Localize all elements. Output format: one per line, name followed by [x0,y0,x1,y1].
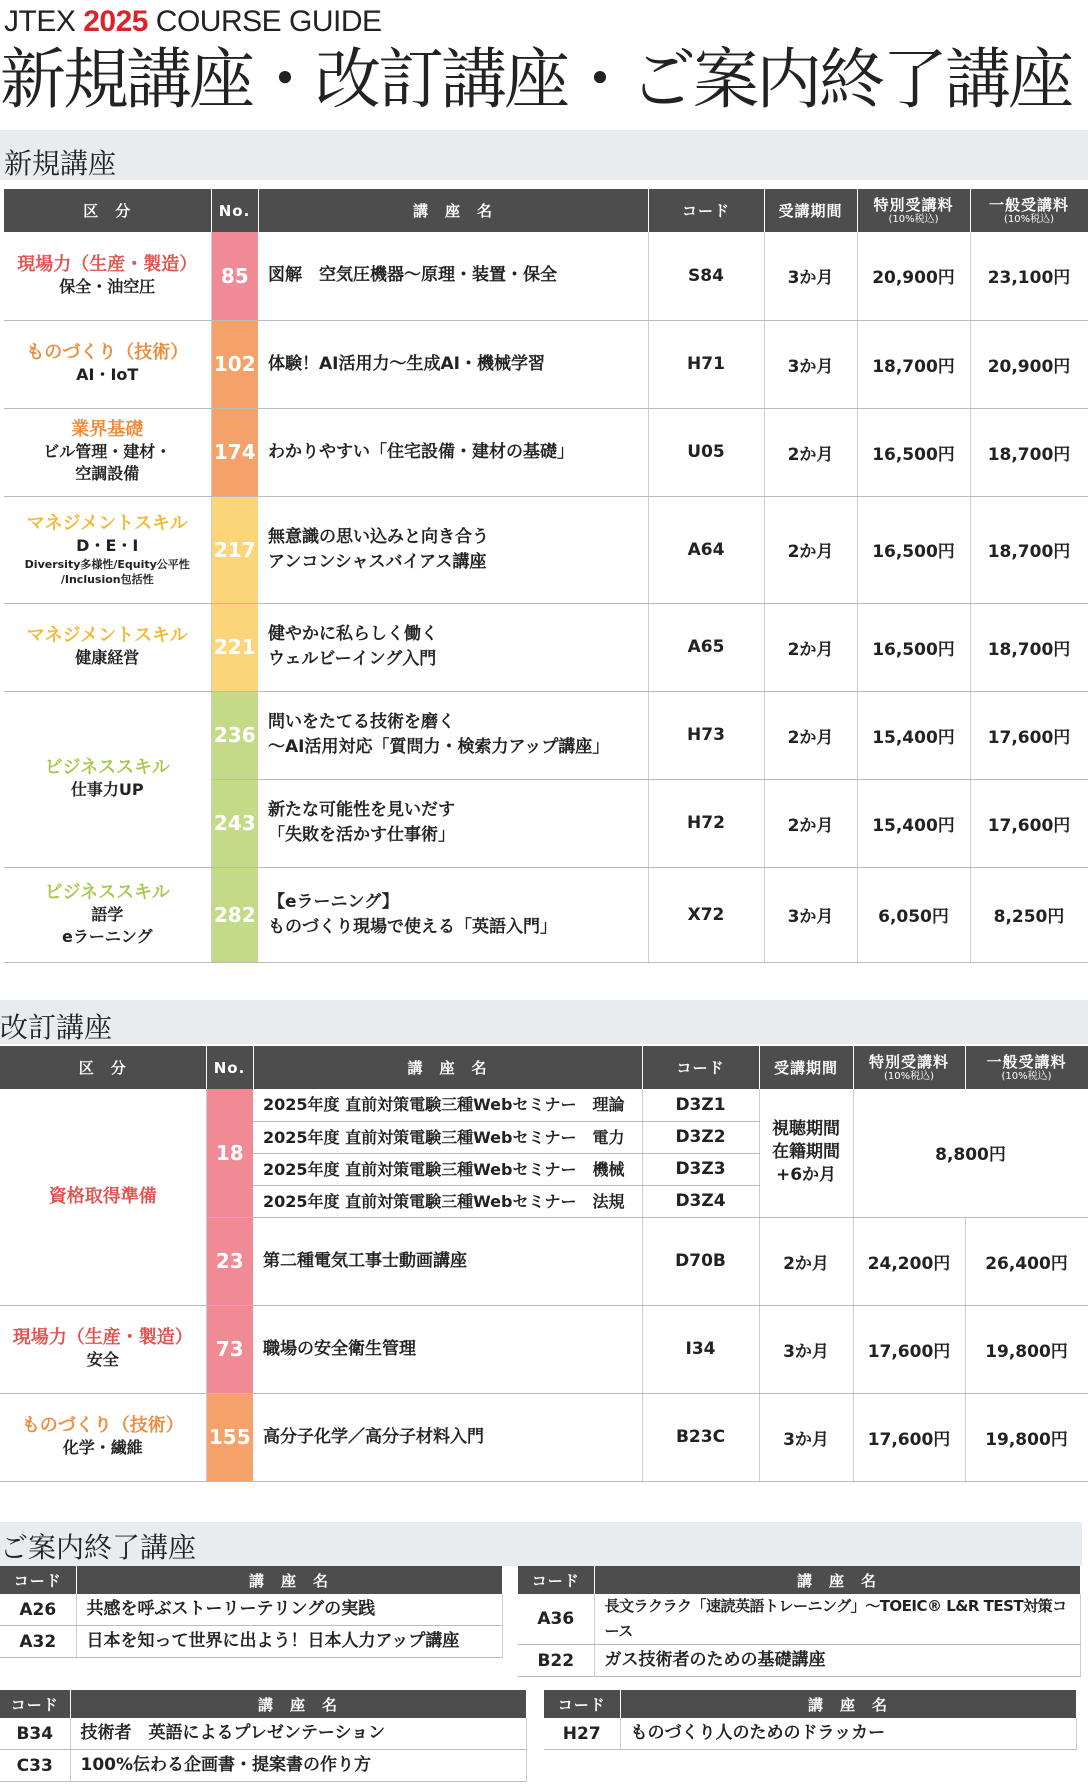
col-code: コード [544,1690,620,1718]
table-row [4,691,1088,779]
table-row [4,867,1088,962]
general-fee: 8,250円 [970,867,1088,962]
course-period: 2か月 [764,779,857,867]
fee-cell: 8,800円 [853,1089,1088,1217]
general-fee: 18,700円 [970,496,1088,603]
course-no: 243 [211,779,258,867]
course-period: 2か月 [759,1217,853,1305]
table-header-row [518,1566,1080,1594]
course-name: 体験！AI活用力～生成AI・機械学習 [258,320,648,408]
table-row [4,320,1088,408]
course-no: 18 [206,1089,253,1217]
general-fee: 20,900円 [970,320,1088,408]
course-name: 2025年度 直前対策電験三種Webセミナー 理論 [253,1089,642,1121]
col-special-fee: 特別受講料 (10%税込) [853,1046,965,1089]
table-header-row [0,1566,502,1594]
course-period: 2か月 [764,496,857,603]
ended-courses-table-4 [544,1690,1077,1750]
ended-courses-table-2 [518,1566,1081,1677]
course-code: B22 [518,1645,594,1677]
special-fee: 15,400円 [857,691,970,779]
table-row [4,232,1088,320]
course-code: D3Z4 [642,1185,759,1217]
course-name: 健やかに私らしく働く ウェルビーイング入門 [258,603,648,691]
ended-courses-table-3 [0,1690,527,1782]
col-course-name: 講 座 名 [620,1690,1076,1718]
revised-courses-table [0,1046,1088,1482]
table-header-row [0,1046,1088,1089]
col-category: 区 分 [0,1046,206,1089]
course-no: 174 [211,408,258,496]
new-courses-section-title: 新規講座 [0,130,1088,180]
ended-courses-table-1 [0,1566,503,1658]
course-name: 日本を知って世界に出よう！日本人力アップ講座 [76,1626,502,1658]
course-code: A32 [0,1626,76,1658]
course-code: H73 [648,691,764,779]
col-code: コード [0,1690,70,1718]
category-cell: 資格取得準備 [0,1089,206,1305]
course-name: 第二種電気工事士動画講座 [253,1217,642,1305]
course-period: 3か月 [759,1305,853,1393]
course-name: 図解 空気圧機器～原理・装置・保全 [258,232,648,320]
course-code: S84 [648,232,764,320]
course-name: 100%伝わる企画書・提案書の作り方 [70,1750,526,1782]
course-name: 職場の安全衛生管理 [253,1305,642,1393]
course-no: 282 [211,867,258,962]
course-code: A26 [0,1594,76,1626]
col-course-name: 講 座 名 [76,1566,502,1594]
course-name: 2025年度 直前対策電験三種Webセミナー 機械 [253,1153,642,1185]
course-period: 3か月 [764,867,857,962]
course-no: 236 [211,691,258,779]
col-general-fee: 一般受講料 (10%税込) [970,189,1088,232]
page-title: 新規講座・改訂講座・ご案内終了講座 [0,41,1071,118]
course-code: B34 [0,1718,70,1750]
brand: JTEX [4,5,76,38]
col-code: コード [648,189,764,232]
course-code: I34 [642,1305,759,1393]
col-course-name: 講 座 名 [253,1046,642,1089]
table-row [0,1750,526,1782]
course-code: C33 [0,1750,70,1782]
special-fee: 18,700円 [857,320,970,408]
course-code: H27 [544,1718,620,1750]
table-header-row [4,189,1088,232]
general-fee: 23,100円 [970,232,1088,320]
course-name: わかりやすい「住宅設備・建材の基礎」 [258,408,648,496]
course-code: D3Z3 [642,1153,759,1185]
guide-subtitle: COURSE GUIDE [155,5,382,38]
col-course-name: 講 座 名 [70,1690,526,1718]
category-cell: 現場力（生産・製造） 安全 [0,1305,206,1393]
category-cell: ビジネススキル 仕事力UP [4,691,211,867]
general-fee: 18,700円 [970,603,1088,691]
general-fee: 19,800円 [965,1393,1088,1481]
special-fee: 17,600円 [853,1305,965,1393]
course-period: 3か月 [764,320,857,408]
category-cell: ものづくり（技術） AI・IoT [4,320,211,408]
course-no: 221 [211,603,258,691]
course-no: 73 [206,1305,253,1393]
special-fee: 16,500円 [857,408,970,496]
course-code: D3Z1 [642,1089,759,1121]
special-fee: 6,050円 [857,867,970,962]
table-row [518,1645,1080,1677]
new-courses-table [4,189,1088,963]
col-code: コード [518,1566,594,1594]
course-name: 2025年度 直前対策電験三種Webセミナー 電力 [253,1121,642,1153]
table-header-row [544,1690,1076,1718]
course-period: 2か月 [764,603,857,691]
special-fee: 16,500円 [857,496,970,603]
category-cell: マネジメントスキル 健康経営 [4,603,211,691]
table-row [0,1594,502,1626]
course-code: A64 [648,496,764,603]
col-no: No. [211,189,258,232]
category-cell: ものづくり（技術） 化学・繊維 [0,1393,206,1481]
course-code: D70B [642,1217,759,1305]
table-row [4,496,1088,603]
col-no: No. [206,1046,253,1089]
course-code: D3Z2 [642,1121,759,1153]
category-cell: マネジメントスキル D・E・I Diversity多様性/Equity公平性 /Inclusion包括性 [4,496,211,603]
course-name: 問いをたてる技術を磨く ～AI活用対応「質問力・検索力アップ講座」 [258,691,648,779]
general-fee: 19,800円 [965,1305,1088,1393]
course-name: 技術者 英語によるプレゼンテーション [70,1718,526,1750]
course-no: 23 [206,1217,253,1305]
course-code: H72 [648,779,764,867]
course-no: 102 [211,320,258,408]
course-name: 無意識の思い込みと向き合う アンコンシャスバイアス講座 [258,496,648,603]
course-no: 217 [211,496,258,603]
special-fee: 17,600円 [853,1393,965,1481]
course-name: 共感を呼ぶストーリーテリングの実践 [76,1594,502,1626]
table-row [4,603,1088,691]
guide-header [4,4,382,40]
course-code: H71 [648,320,764,408]
course-period: 視聴期間 在籍期間 +6か月 [759,1089,853,1217]
course-period: 2か月 [764,408,857,496]
col-general-fee: 一般受講料 (10%税込) [965,1046,1088,1089]
col-period: 受講期間 [759,1046,853,1089]
course-code: A65 [648,603,764,691]
course-code: X72 [648,867,764,962]
table-row [518,1594,1080,1645]
special-fee: 15,400円 [857,779,970,867]
col-code: コード [642,1046,759,1089]
category-cell: ビジネススキル 語学 eラーニング [4,867,211,962]
course-name: 新たな可能性を見いだす 「失敗を活かす仕事術」 [258,779,648,867]
table-row [544,1718,1076,1750]
course-name: ガス技術者のための基礎講座 [594,1645,1080,1677]
course-name: 2025年度 直前対策電験三種Webセミナー 法規 [253,1185,642,1217]
category-cell: 業界基礎 ビル管理・建材・ 空調設備 [4,408,211,496]
table-row [0,1626,502,1658]
course-code: U05 [648,408,764,496]
col-category: 区 分 [4,189,211,232]
special-fee: 16,500円 [857,603,970,691]
course-name: 長文ラクラク「速読英語トレーニング」～TOEIC® L&R TEST対策コース [594,1594,1080,1645]
course-code: B23C [642,1393,759,1481]
general-fee: 17,600円 [970,691,1088,779]
course-period: 3か月 [764,232,857,320]
ended-courses-section-title: ご案内終了講座 [0,1522,1082,1566]
general-fee: 18,700円 [970,408,1088,496]
table-row [0,1718,526,1750]
course-period: 2か月 [764,691,857,779]
special-fee: 24,200円 [853,1217,965,1305]
course-code: A36 [518,1594,594,1645]
course-name: ものづくり人のためのドラッカー [620,1718,1076,1750]
year: 2025 [83,5,148,38]
col-course-name: 講 座 名 [594,1566,1080,1594]
course-no: 85 [211,232,258,320]
table-row [0,1393,1088,1481]
col-code: コード [0,1566,76,1594]
table-row [4,408,1088,496]
course-no: 155 [206,1393,253,1481]
table-header-row [0,1690,526,1718]
table-row [0,1089,1088,1121]
col-course-name: 講 座 名 [258,189,648,232]
category-cell: 現場力（生産・製造） 保全・油空圧 [4,232,211,320]
revised-courses-section-title: 改訂講座 [0,1000,1088,1044]
general-fee: 17,600円 [970,779,1088,867]
col-special-fee: 特別受講料 (10%税込) [857,189,970,232]
general-fee: 26,400円 [965,1217,1088,1305]
course-name: 高分子化学／高分子材料入門 [253,1393,642,1481]
table-row [0,1305,1088,1393]
course-name: 【eラーニング】 ものづくり現場で使える「英語入門」 [258,867,648,962]
special-fee: 20,900円 [857,232,970,320]
col-period: 受講期間 [764,189,857,232]
course-period: 3か月 [759,1393,853,1481]
